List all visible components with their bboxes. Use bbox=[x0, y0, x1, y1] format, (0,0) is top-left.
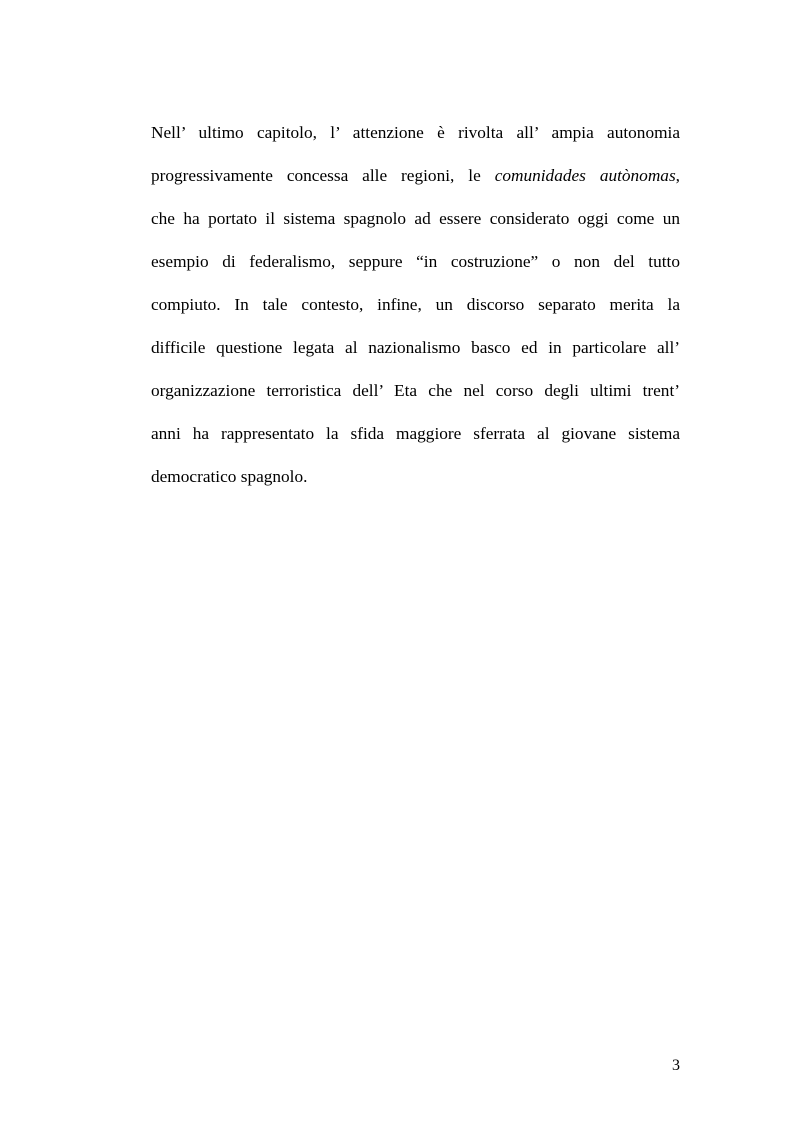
paragraph-line bbox=[151, 412, 680, 455]
line-text: , bbox=[675, 166, 680, 185]
line-text: che ha portato il sistema spagnolo ad essere considerato oggi come un bbox=[151, 209, 680, 228]
body-paragraph bbox=[151, 111, 680, 498]
line-text: organizzazione terroristica dell’ Eta che nel corso degli ultimi trent’ bbox=[151, 381, 680, 400]
paragraph-line bbox=[151, 369, 680, 412]
line-text: progressivamente concessa alle regioni, le bbox=[151, 166, 495, 185]
page-number: 3 bbox=[672, 1057, 680, 1074]
line-text: democratico spagnolo. bbox=[151, 467, 308, 486]
line-text: esempio di federalismo, seppure “in costruzione” o non del tutto bbox=[151, 252, 680, 271]
paragraph-line bbox=[151, 197, 680, 240]
line-text: Nell’ ultimo capitolo, l’ attenzione è rivolta all’ ampia autonomia bbox=[151, 123, 680, 142]
line-text: difficile questione legata al nazionalismo basco ed in particolare all’ bbox=[151, 338, 680, 357]
paragraph-line bbox=[151, 455, 680, 498]
line-text: anni ha rappresentato la sfida maggiore sferrata al giovane sistema bbox=[151, 424, 680, 443]
paragraph-line bbox=[151, 240, 680, 283]
paragraph-line bbox=[151, 326, 680, 369]
italic-term: comunidades autònomas bbox=[494, 166, 676, 185]
paragraph-line bbox=[151, 283, 680, 326]
paragraph-line bbox=[151, 154, 680, 197]
line-text: compiuto. In tale contesto, infine, un discorso separato merita la bbox=[151, 295, 680, 314]
paragraph-line bbox=[151, 111, 680, 154]
